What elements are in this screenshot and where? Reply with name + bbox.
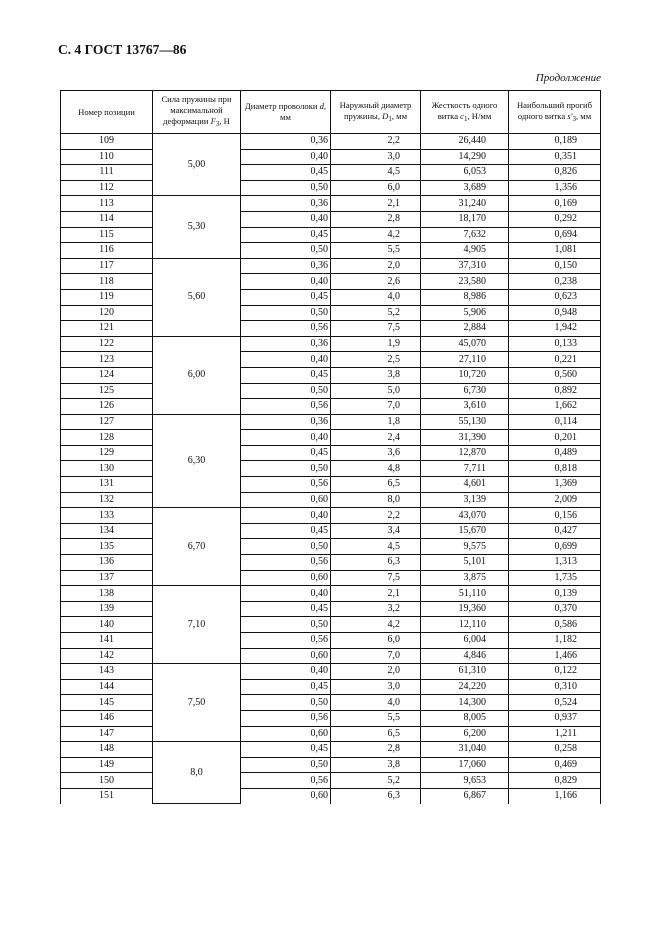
outer-diameter-cell: 4,8: [331, 461, 421, 477]
outer-diameter-cell: 2,6: [331, 274, 421, 290]
outer-diameter-cell: 3,4: [331, 523, 421, 539]
wire-diameter-cell: 0,45: [241, 227, 331, 243]
wire-diameter-cell: 0,50: [241, 695, 331, 711]
table-row: [61, 211, 601, 227]
stiffness-cell: 3,610: [421, 399, 509, 415]
wire-diameter-cell: 0,40: [241, 149, 331, 165]
wire-diameter-cell: 0,40: [241, 664, 331, 680]
wire-diameter-cell: 0,60: [241, 570, 331, 586]
table-row: [61, 492, 601, 508]
table-row: [61, 196, 601, 212]
position-cell: 130: [61, 461, 153, 477]
wire-diameter-cell: 0,50: [241, 383, 331, 399]
outer-diameter-cell: 3,2: [331, 601, 421, 617]
table-row: [61, 165, 601, 181]
table-row: [61, 445, 601, 461]
col-header-deflection: [509, 91, 601, 134]
wire-diameter-cell: 0,56: [241, 321, 331, 337]
table-row: [61, 352, 601, 368]
deflection-cell: 0,351: [509, 149, 601, 165]
position-cell: 111: [61, 165, 153, 181]
continued-label: Продолжение: [535, 72, 601, 84]
position-cell: 137: [61, 570, 153, 586]
position-cell: 114: [61, 211, 153, 227]
stiffness-cell: 55,130: [421, 414, 509, 430]
position-cell: 145: [61, 695, 153, 711]
position-cell: 146: [61, 710, 153, 726]
wire-diameter-cell: 0,45: [241, 523, 331, 539]
col-header-text: Номер позиции: [78, 106, 135, 117]
col-header-unit: , мм: [280, 101, 327, 122]
table-row: [61, 274, 601, 290]
position-cell: 136: [61, 555, 153, 571]
table-row: [61, 664, 601, 680]
deflection-cell: 0,826: [509, 165, 601, 181]
outer-diameter-cell: 2,2: [331, 508, 421, 524]
stiffness-cell: 61,310: [421, 664, 509, 680]
wire-diameter-cell: 0,40: [241, 274, 331, 290]
outer-diameter-cell: 2,0: [331, 664, 421, 680]
wire-diameter-cell: 0,45: [241, 445, 331, 461]
stiffness-cell: 31,390: [421, 430, 509, 446]
position-cell: 148: [61, 742, 153, 758]
outer-diameter-cell: 2,1: [331, 196, 421, 212]
outer-diameter-cell: 4,5: [331, 539, 421, 555]
col-header-outer-diameter: [331, 91, 421, 134]
outer-diameter-cell: 2,1: [331, 586, 421, 602]
stiffness-cell: 5,101: [421, 555, 509, 571]
deflection-cell: 1,313: [509, 555, 601, 571]
wire-diameter-cell: 0,50: [241, 461, 331, 477]
force-cell: 5,60: [153, 258, 241, 336]
position-cell: 132: [61, 492, 153, 508]
stiffness-cell: 10,720: [421, 367, 509, 383]
position-cell: 140: [61, 617, 153, 633]
stiffness-cell: 45,070: [421, 336, 509, 352]
outer-diameter-cell: 5,5: [331, 710, 421, 726]
stiffness-cell: 6,200: [421, 726, 509, 742]
table-row: [61, 617, 601, 633]
wire-diameter-cell: 0,40: [241, 508, 331, 524]
col-header-var: D: [382, 110, 389, 121]
position-cell: 120: [61, 305, 153, 321]
table-row: [61, 399, 601, 415]
deflection-cell: 0,169: [509, 196, 601, 212]
position-cell: 150: [61, 773, 153, 789]
outer-diameter-cell: 2,0: [331, 258, 421, 274]
deflection-cell: 0,937: [509, 710, 601, 726]
outer-diameter-cell: 2,8: [331, 742, 421, 758]
position-cell: 126: [61, 399, 153, 415]
stiffness-cell: 31,240: [421, 196, 509, 212]
deflection-cell: 0,238: [509, 274, 601, 290]
col-header-unit: , Н/мм: [467, 110, 492, 121]
col-header-var: d: [319, 101, 324, 111]
deflection-cell: 0,139: [509, 586, 601, 602]
wire-diameter-cell: 0,40: [241, 430, 331, 446]
deflection-cell: 0,156: [509, 508, 601, 524]
outer-diameter-cell: 6,3: [331, 555, 421, 571]
wire-diameter-cell: 0,36: [241, 258, 331, 274]
deflection-cell: 1,182: [509, 633, 601, 649]
table-row: [61, 289, 601, 305]
wire-diameter-cell: 0,50: [241, 539, 331, 555]
wire-diameter-cell: 0,56: [241, 477, 331, 493]
position-cell: 151: [61, 788, 153, 803]
stiffness-cell: 3,875: [421, 570, 509, 586]
col-header-var: F: [210, 116, 216, 126]
table-row: [61, 555, 601, 571]
position-cell: 116: [61, 243, 153, 259]
col-header-sub: 3: [572, 114, 576, 123]
col-header-text: Наружный диаметр пружины,: [339, 99, 412, 121]
deflection-cell: 0,948: [509, 305, 601, 321]
table-body: [61, 134, 601, 804]
position-cell: 147: [61, 726, 153, 742]
wire-diameter-cell: 0,36: [241, 134, 331, 150]
force-cell: 6,70: [153, 508, 241, 586]
outer-diameter-cell: 2,8: [331, 211, 421, 227]
position-cell: 149: [61, 757, 153, 773]
table-row: [61, 648, 601, 664]
wire-diameter-cell: 0,36: [241, 414, 331, 430]
deflection-cell: 0,694: [509, 227, 601, 243]
wire-diameter-cell: 0,45: [241, 601, 331, 617]
position-cell: 119: [61, 289, 153, 305]
outer-diameter-cell: 7,0: [331, 399, 421, 415]
position-cell: 124: [61, 367, 153, 383]
col-header-var: s': [567, 110, 573, 121]
col-header-text: Сила пружины при максимальной деформации: [161, 94, 232, 126]
table-row: [61, 695, 601, 711]
deflection-cell: 1,356: [509, 180, 601, 196]
force-cell: 8,0: [153, 742, 241, 804]
stiffness-cell: 26,440: [421, 134, 509, 150]
outer-diameter-cell: 5,2: [331, 773, 421, 789]
col-header-stiffness: [421, 91, 509, 134]
outer-diameter-cell: 2,5: [331, 352, 421, 368]
wire-diameter-cell: 0,40: [241, 586, 331, 602]
outer-diameter-cell: 3,6: [331, 445, 421, 461]
wire-diameter-cell: 0,45: [241, 742, 331, 758]
table-row: [61, 601, 601, 617]
position-cell: 143: [61, 664, 153, 680]
position-cell: 123: [61, 352, 153, 368]
outer-diameter-cell: 3,8: [331, 757, 421, 773]
outer-diameter-cell: 4,0: [331, 289, 421, 305]
deflection-cell: 0,150: [509, 258, 601, 274]
deflection-cell: 0,818: [509, 461, 601, 477]
stiffness-cell: 43,070: [421, 508, 509, 524]
table-row: [61, 336, 601, 352]
force-cell: 5,00: [153, 134, 241, 196]
force-cell: 6,30: [153, 414, 241, 508]
stiffness-cell: 15,670: [421, 523, 509, 539]
position-cell: 144: [61, 679, 153, 695]
deflection-cell: 0,221: [509, 352, 601, 368]
position-cell: 112: [61, 180, 153, 196]
wire-diameter-cell: 0,56: [241, 633, 331, 649]
stiffness-cell: 6,053: [421, 165, 509, 181]
position-cell: 122: [61, 336, 153, 352]
col-header-sub: 3: [215, 120, 220, 128]
stiffness-cell: 7,632: [421, 227, 509, 243]
wire-diameter-cell: 0,60: [241, 648, 331, 664]
table-row: [61, 742, 601, 758]
deflection-cell: 0,201: [509, 430, 601, 446]
outer-diameter-cell: 4,2: [331, 617, 421, 633]
wire-diameter-cell: 0,56: [241, 555, 331, 571]
position-cell: 118: [61, 274, 153, 290]
col-header-wire-diameter: [241, 91, 331, 134]
deflection-cell: 0,623: [509, 289, 601, 305]
table-row: [61, 539, 601, 555]
table-row: [61, 227, 601, 243]
stiffness-cell: 3,139: [421, 492, 509, 508]
wire-diameter-cell: 0,60: [241, 788, 331, 803]
deflection-cell: 1,211: [509, 726, 601, 742]
stiffness-cell: 27,110: [421, 352, 509, 368]
deflection-cell: 2,009: [509, 492, 601, 508]
outer-diameter-cell: 4,2: [331, 227, 421, 243]
stiffness-cell: 3,689: [421, 180, 509, 196]
table-row: [61, 180, 601, 196]
deflection-cell: 0,370: [509, 601, 601, 617]
col-header-position: [61, 91, 153, 134]
stiffness-cell: 12,110: [421, 617, 509, 633]
table-row: [61, 258, 601, 274]
outer-diameter-cell: 8,0: [331, 492, 421, 508]
table-row: [61, 757, 601, 773]
col-header-unit: , мм: [391, 110, 408, 121]
outer-diameter-cell: 1,8: [331, 414, 421, 430]
col-header-sub: 1: [388, 114, 392, 123]
outer-diameter-cell: 6,0: [331, 180, 421, 196]
outer-diameter-cell: 3,8: [331, 367, 421, 383]
deflection-cell: 0,699: [509, 539, 601, 555]
stiffness-cell: 6,867: [421, 788, 509, 803]
deflection-cell: 0,469: [509, 757, 601, 773]
stiffness-cell: 18,170: [421, 211, 509, 227]
position-cell: 113: [61, 196, 153, 212]
stiffness-cell: 31,040: [421, 742, 509, 758]
wire-diameter-cell: 0,45: [241, 367, 331, 383]
deflection-cell: 1,081: [509, 243, 601, 259]
deflection-cell: 1,942: [509, 321, 601, 337]
position-cell: 142: [61, 648, 153, 664]
outer-diameter-cell: 1,9: [331, 336, 421, 352]
deflection-cell: 1,166: [509, 788, 601, 803]
outer-diameter-cell: 6,0: [331, 633, 421, 649]
stiffness-cell: 9,653: [421, 773, 509, 789]
position-cell: 131: [61, 477, 153, 493]
table-row: [61, 788, 601, 803]
position-cell: 128: [61, 430, 153, 446]
force-cell: 7,10: [153, 586, 241, 664]
outer-diameter-cell: 7,0: [331, 648, 421, 664]
outer-diameter-cell: 7,5: [331, 570, 421, 586]
col-header-var: c: [460, 110, 464, 121]
wire-diameter-cell: 0,60: [241, 726, 331, 742]
position-cell: 133: [61, 508, 153, 524]
table-row: [61, 633, 601, 649]
page-header: С. 4 ГОСТ 13767—86: [58, 42, 187, 57]
force-cell: 7,50: [153, 664, 241, 742]
table-row: [61, 367, 601, 383]
stiffness-cell: 6,730: [421, 383, 509, 399]
wire-diameter-cell: 0,56: [241, 399, 331, 415]
outer-diameter-cell: 6,3: [331, 788, 421, 803]
wire-diameter-cell: 0,60: [241, 492, 331, 508]
deflection-cell: 1,735: [509, 570, 601, 586]
stiffness-cell: 12,870: [421, 445, 509, 461]
outer-diameter-cell: 5,2: [331, 305, 421, 321]
table-row: [61, 570, 601, 586]
position-cell: 127: [61, 414, 153, 430]
position-cell: 121: [61, 321, 153, 337]
stiffness-cell: 19,360: [421, 601, 509, 617]
outer-diameter-cell: 2,4: [331, 430, 421, 446]
stiffness-cell: 37,310: [421, 258, 509, 274]
position-cell: 110: [61, 149, 153, 165]
force-cell: 5,30: [153, 196, 241, 258]
deflection-cell: 0,892: [509, 383, 601, 399]
wire-diameter-cell: 0,50: [241, 617, 331, 633]
stiffness-cell: 23,580: [421, 274, 509, 290]
table-row: [61, 461, 601, 477]
col-header-unit: , мм: [576, 110, 592, 121]
stiffness-cell: 9,575: [421, 539, 509, 555]
position-cell: 117: [61, 258, 153, 274]
table-row: [61, 726, 601, 742]
stiffness-cell: 2,884: [421, 321, 509, 337]
position-cell: 134: [61, 523, 153, 539]
deflection-cell: 0,829: [509, 773, 601, 789]
wire-diameter-cell: 0,56: [241, 710, 331, 726]
outer-diameter-cell: 3,0: [331, 149, 421, 165]
deflection-cell: 0,524: [509, 695, 601, 711]
table-row: [61, 430, 601, 446]
stiffness-cell: 51,110: [421, 586, 509, 602]
table-row: [61, 414, 601, 430]
table-row: [61, 134, 601, 150]
stiffness-cell: 8,986: [421, 289, 509, 305]
table-row: [61, 477, 601, 493]
outer-diameter-cell: 4,5: [331, 165, 421, 181]
col-header-text: Наибольший прогиб одного витка: [516, 99, 593, 121]
outer-diameter-cell: 5,0: [331, 383, 421, 399]
table-row: [61, 773, 601, 789]
stiffness-cell: 4,905: [421, 243, 509, 259]
stiffness-cell: 6,004: [421, 633, 509, 649]
wire-diameter-cell: 0,50: [241, 305, 331, 321]
table-row: [61, 508, 601, 524]
deflection-cell: 0,489: [509, 445, 601, 461]
table-row: [61, 243, 601, 259]
stiffness-cell: 7,711: [421, 461, 509, 477]
deflection-cell: 0,133: [509, 336, 601, 352]
wire-diameter-cell: 0,50: [241, 757, 331, 773]
stiffness-cell: 14,290: [421, 149, 509, 165]
position-cell: 115: [61, 227, 153, 243]
position-cell: 139: [61, 601, 153, 617]
deflection-cell: 0,427: [509, 523, 601, 539]
stiffness-cell: 5,906: [421, 305, 509, 321]
table-row: [61, 383, 601, 399]
position-cell: 125: [61, 383, 153, 399]
deflection-cell: 0,310: [509, 679, 601, 695]
stiffness-cell: 4,846: [421, 648, 509, 664]
position-cell: 141: [61, 633, 153, 649]
wire-diameter-cell: 0,40: [241, 352, 331, 368]
deflection-cell: 1,466: [509, 648, 601, 664]
deflection-cell: 0,122: [509, 664, 601, 680]
wire-diameter-cell: 0,45: [241, 289, 331, 305]
stiffness-cell: 4,601: [421, 477, 509, 493]
deflection-cell: 0,189: [509, 134, 601, 150]
table-row: [61, 679, 601, 695]
wire-diameter-cell: 0,50: [241, 243, 331, 259]
stiffness-cell: 8,005: [421, 710, 509, 726]
outer-diameter-cell: 2,2: [331, 134, 421, 150]
deflection-cell: 0,258: [509, 742, 601, 758]
col-header-force: [153, 91, 241, 134]
position-cell: 129: [61, 445, 153, 461]
table-row: [61, 321, 601, 337]
deflection-cell: 1,662: [509, 399, 601, 415]
wire-diameter-cell: 0,56: [241, 773, 331, 789]
col-header-text: Диаметр проволоки: [244, 101, 320, 111]
wire-diameter-cell: 0,45: [241, 165, 331, 181]
table-header-row: [61, 91, 601, 134]
table-row: [61, 586, 601, 602]
outer-diameter-cell: 3,0: [331, 679, 421, 695]
wire-diameter-cell: 0,50: [241, 180, 331, 196]
table-row: [61, 149, 601, 165]
deflection-cell: 0,114: [509, 414, 601, 430]
wire-diameter-cell: 0,40: [241, 211, 331, 227]
outer-diameter-cell: 4,0: [331, 695, 421, 711]
outer-diameter-cell: 5,5: [331, 243, 421, 259]
deflection-cell: 0,586: [509, 617, 601, 633]
table-row: [61, 710, 601, 726]
table-row: [61, 305, 601, 321]
wire-diameter-cell: 0,36: [241, 196, 331, 212]
stiffness-cell: 24,220: [421, 679, 509, 695]
spring-spec-table: [60, 90, 601, 804]
outer-diameter-cell: 6,5: [331, 726, 421, 742]
wire-diameter-cell: 0,45: [241, 679, 331, 695]
position-cell: 135: [61, 539, 153, 555]
col-header-unit: , Н: [219, 116, 230, 126]
stiffness-cell: 14,300: [421, 695, 509, 711]
col-header-sub: 1: [463, 114, 468, 123]
deflection-cell: 1,369: [509, 477, 601, 493]
force-cell: 6,00: [153, 336, 241, 414]
col-header-text: Жесткость одного витка: [431, 99, 498, 121]
table-row: [61, 523, 601, 539]
deflection-cell: 0,292: [509, 211, 601, 227]
position-cell: 138: [61, 586, 153, 602]
wire-diameter-cell: 0,36: [241, 336, 331, 352]
outer-diameter-cell: 7,5: [331, 321, 421, 337]
stiffness-cell: 17,060: [421, 757, 509, 773]
deflection-cell: 0,560: [509, 367, 601, 383]
outer-diameter-cell: 6,5: [331, 477, 421, 493]
position-cell: 109: [61, 134, 153, 150]
